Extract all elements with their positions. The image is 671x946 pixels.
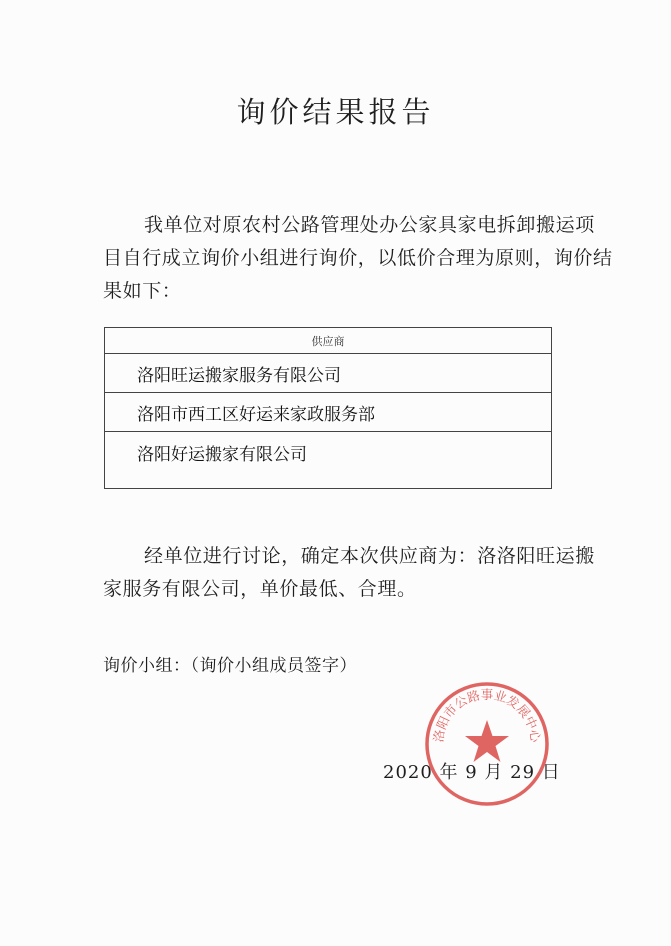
intro-line: 目自行成立询价小组进行询价，以低价合理为原则，询价结	[103, 247, 613, 269]
document-date: 2020 年 9 月 29 日	[383, 762, 561, 783]
intro-line: 果如下：	[103, 280, 182, 302]
conclusion-line	[103, 573, 553, 606]
official-seal-stamp	[423, 680, 551, 808]
conclusion-paragraph	[103, 540, 595, 606]
intro-paragraph	[103, 209, 613, 308]
table-header-supplier: 供应商	[105, 328, 552, 354]
table-row	[105, 393, 552, 432]
intro-line: 我单位对原农村公路管理处办公家具家电拆卸搬运项	[144, 214, 595, 236]
table-row	[105, 354, 552, 393]
signature-label: 询价小组：（询价小组成员签字）	[103, 656, 357, 676]
supplier-cell: 洛阳好运搬家有限公司	[105, 432, 552, 489]
table-header-row	[105, 328, 552, 354]
supplier-table	[104, 327, 552, 489]
conclusion-text: 经单位进行讨论，确定本次供应商为：	[144, 545, 478, 567]
seal-text: 洛阳市公路事业发展中心	[430, 686, 544, 744]
conclusion-line	[103, 540, 595, 573]
selected-supplier-text: 洛洛阳旺运搬	[477, 545, 595, 567]
supplier-cell: 洛阳旺运搬家服务有限公司	[105, 354, 552, 393]
supplier-cell: 洛阳市西工区好运来家政服务部	[105, 393, 552, 432]
page-title: 询价结果报告	[236, 95, 435, 129]
seal-star-icon	[465, 720, 509, 762]
selected-supplier-text: 家服务有限公司	[103, 578, 241, 600]
table-row	[105, 432, 552, 489]
conclusion-text: ，单价最低、合理。	[240, 578, 417, 600]
